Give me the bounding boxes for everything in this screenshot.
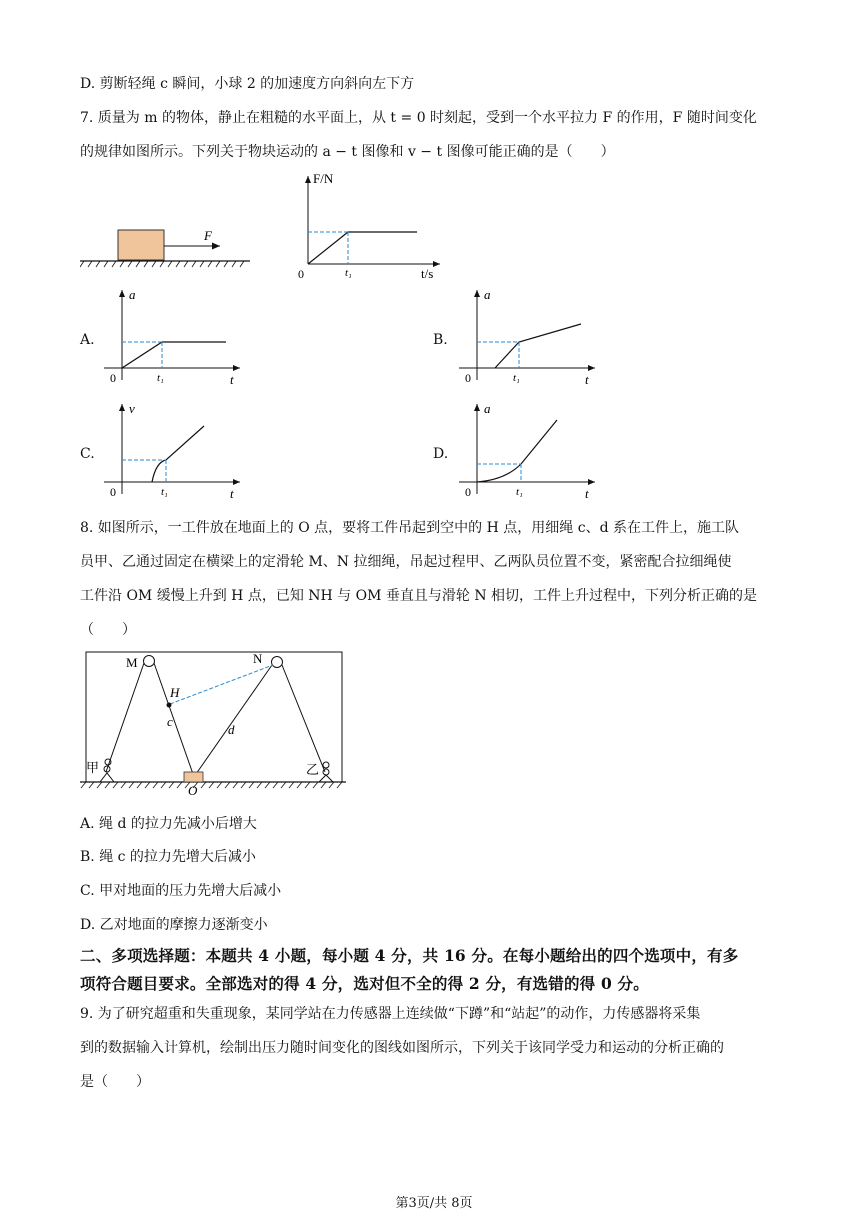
origin-label: 0 [298, 267, 304, 281]
frame [86, 652, 342, 782]
q8-option-d: D. 乙对地面的摩擦力逐渐变小 [80, 917, 268, 933]
q8-option-a: A. 绳 d 的拉力先减小后增大 [80, 816, 257, 832]
t1-label: t₁ [513, 372, 520, 384]
rope-d [196, 665, 272, 774]
label-o: O [188, 783, 198, 798]
block [118, 230, 164, 260]
q8-stem-line4: （ ） [80, 622, 136, 638]
q7-option-d-label: D. [433, 446, 449, 462]
q9-stem-line1: 9. 为了研究超重和失重现象，某同学站在力传感器上连续做“下蹲”和“站起”的动作，力传感器将采集 [80, 1006, 701, 1022]
q7-option-a-label: A. [80, 332, 95, 348]
t-axis-label: t [230, 486, 234, 501]
label-c: c [167, 714, 173, 729]
force-curve [308, 232, 417, 264]
f-axis-label: F/N [313, 171, 334, 186]
section2-heading-line2: 项符合题目要求。全部选对的得 4 分，选对但不全的得 2 分，有选错的得 0 分。 [80, 974, 649, 993]
pulley-n [272, 657, 283, 668]
origin-label: 0 [465, 371, 471, 385]
q7-option-c-label: C. [80, 446, 95, 462]
q7-option-d-graph [455, 398, 605, 506]
label-h: H [170, 685, 180, 700]
q8-option-b: B. 绳 c 的拉力先增大后减小 [80, 849, 256, 865]
label-m: M [126, 655, 138, 670]
section2-heading-line1: 二、多项选择题：本题共 4 小题，每小题 4 分，共 16 分。在每小题给出的四个选项中，有多 [80, 946, 739, 965]
rope-jia [106, 663, 144, 772]
label-d: d [228, 722, 235, 737]
v-axis-label: v [129, 401, 135, 416]
q8-stem-line3: 工件沿 OM 缓慢上升到 H 点，已知 NH 与 OM 垂直且与滑轮 N 相切，工件上升过程中，下列分析正确的是 [80, 588, 758, 604]
q7-force-time-graph [290, 168, 450, 283]
rope-yi [282, 665, 325, 772]
origin-label: 0 [110, 485, 116, 499]
origin-label: 0 [110, 371, 116, 385]
t-axis-label: t [230, 372, 234, 387]
page-footer: 第3页/共 8页 [395, 1196, 473, 1211]
q6-option-d: D. 剪断轻绳 c 瞬间，小球 2 的加速度方向斜向左下方 [80, 76, 415, 92]
q7-option-b-label: B. [433, 332, 448, 348]
label-jia: 甲 [86, 760, 100, 775]
t-axis-label: t [585, 372, 589, 387]
q9-stem-line3: 是（ ） [80, 1074, 150, 1090]
t-axis-label: t [585, 486, 589, 501]
label-n: N [253, 651, 263, 666]
q7-option-a-graph [100, 284, 250, 392]
label-yi: 乙 [306, 762, 320, 777]
q7-stem-line1: 7. 质量为 m 的物体，静止在粗糙的水平面上，从 t = 0 时刻起，受到一个水平拉力 F 的作用，F 随时间变化 [80, 110, 757, 126]
q8-stem-line1: 8. 如图所示，一工件放在地面上的 O 点，要将工件吊起到空中的 H 点，用细绳 c、d 系在工件上，施工队 [80, 520, 739, 536]
t-axis-label: t/s [421, 266, 434, 281]
q8-option-c: C. 甲对地面的压力先增大后减小 [80, 883, 282, 899]
rope-c [154, 663, 193, 774]
q7-option-b-graph [455, 284, 605, 392]
point-h [167, 703, 172, 708]
q7-block-figure [80, 220, 255, 272]
q7-stem-line2: 的规律如图所示。下列关于物块运动的 a − t 图像和 v − t 图像可能正确的是（ ） [80, 144, 615, 160]
q7-option-c-graph [100, 398, 250, 506]
t1-label: t₁ [161, 486, 168, 498]
person-yi [319, 762, 333, 782]
t1-label: t₁ [345, 267, 352, 279]
pulley-m [144, 656, 155, 667]
ground-hatch [80, 261, 244, 267]
force-label: F [204, 228, 212, 243]
q8-stem-line2: 员甲、乙通过固定在横梁上的定滑轮 M、N 拉细绳，吊起过程甲、乙两队员位置不变，紧密配合拉细绳使 [80, 554, 732, 570]
origin-label: 0 [465, 485, 471, 499]
a-axis-label: a [129, 287, 136, 302]
t1-label: t₁ [516, 486, 523, 498]
workpiece [184, 772, 203, 782]
nh-dashed-line [170, 665, 273, 704]
q8-pulley-figure [80, 648, 350, 798]
a-axis-label: a [484, 287, 491, 302]
a-axis-label: a [484, 401, 491, 416]
t1-label: t₁ [157, 372, 164, 384]
q9-stem-line2: 到的数据输入计算机，绘制出压力随时间变化的图线如图所示，下列关于该同学受力和运动的分析正确的 [80, 1040, 724, 1056]
